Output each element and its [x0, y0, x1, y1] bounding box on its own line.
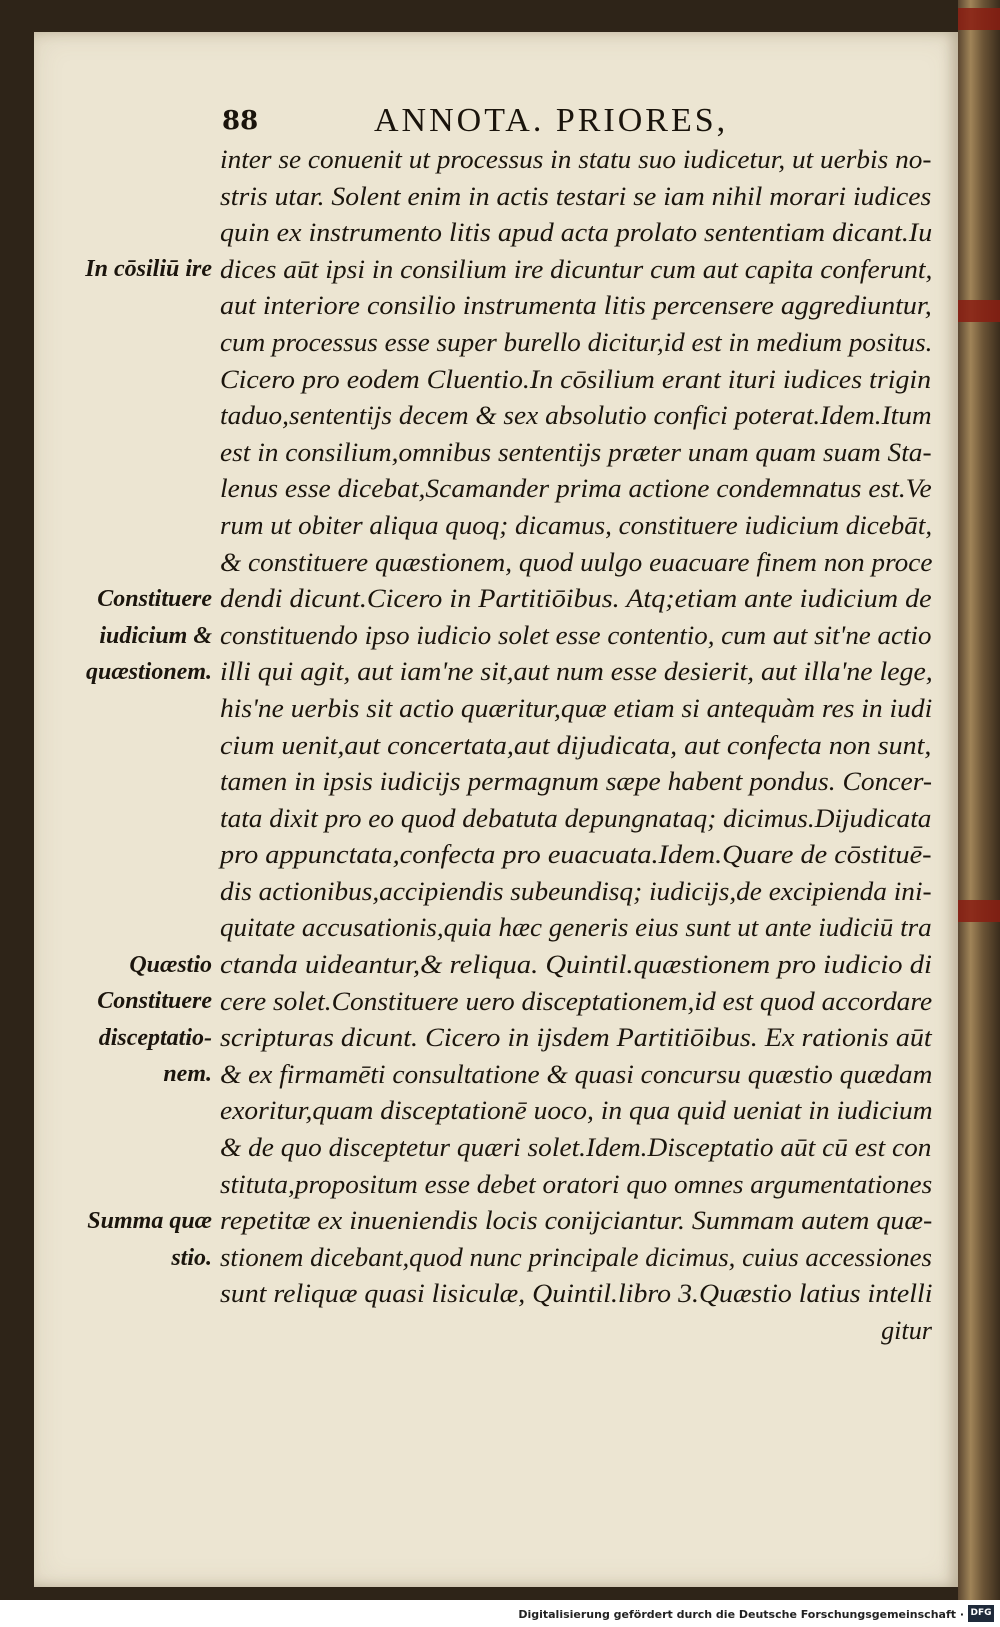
text-line: quin ex instrumento litis apud acta prolato sententiam dicant.Iu [220, 218, 933, 248]
text-line: illi qui agit, aut iam'ne sit,aut num esse desierit, aut illa'ne lege, [220, 657, 933, 687]
page-number: 88 [222, 106, 259, 136]
body-text [220, 142, 932, 1350]
funding-credit: Digitalisierung gefördert durch die Deutsche Forschungsgemeinschaft · [518, 1608, 964, 1621]
text-line: & de quo disceptetur quæri solet.Idem.Disceptatio aūt cū est con [220, 1133, 932, 1163]
margin-note-summa-quaestio [62, 1203, 212, 1276]
text-line: stionem dicebant,quod nunc principale dicimus, cuius accessiones [220, 1242, 933, 1272]
text-line: Cicero pro eodem Cluentio.In cōsilium erant ituri iudices trigin [220, 364, 932, 394]
text-line: constituendo ipso iudicio solet esse contentio, cum aut sit'ne actio [220, 620, 932, 650]
text-line: est in consilium,omnibus sententijs præter unam quam suam Sta- [220, 437, 932, 467]
margin-note-in-consilium-ire [62, 251, 212, 288]
margin-line: stio. [171, 1244, 212, 1271]
text-line: exoritur,quam disceptationē uoco, in qua quid ueniat in iudicium [220, 1096, 933, 1126]
margin-note-constituere-disceptationem [62, 983, 212, 1093]
text-line: taduo,sententijs decem & sex absolutio confici poterat.Idem.Itum [220, 401, 932, 431]
margin-line: Summa quæ [87, 1208, 212, 1234]
text-line: sunt reliquæ quasi lisiculæ, Quintil.libro 3.Quæstio latius intelli [220, 1279, 933, 1309]
text-line: dendi dicunt.Cicero in Partitiōibus. Atq;etiam ante iudicium de [220, 584, 932, 614]
text-line: cium uenit,aut concertata,aut dijudicata, aut confecta non sunt, [220, 730, 932, 760]
text-line: repetitæ ex inueniendis locis conijciantur. Summam autem quæ- [220, 1206, 933, 1236]
text-line: aut interiore consilio instrumenta litis percensere aggrediuntur, [220, 291, 932, 321]
text-line: stris utar. Solent enim in actis testari se iam nihil morari iudices [220, 181, 932, 211]
dfg-logo: DFG [968, 1605, 994, 1622]
book-page [34, 32, 958, 1587]
edge-band [958, 8, 1000, 30]
text-line: tamen in ipsis iudicijs permagnum sæpe habent pondus. Concer- [220, 767, 933, 797]
running-head [34, 102, 958, 142]
text-line: pro appunctata,confecta pro euacuata.Idem.Quare de cōstituē- [220, 840, 932, 870]
text-line: cum processus esse super burello dicitur,id est in medium positus. [220, 327, 933, 357]
margin-line: In cōsiliū ire [85, 256, 212, 282]
digitization-footer [0, 1600, 1000, 1627]
text-line: tata dixit pro eo quod debatuta depungnataq; dicimus.Dijudicata [220, 803, 932, 833]
catchword: gitur [881, 1316, 932, 1345]
text-line: inter se conuenit ut processus in statu suo iudicetur, ut uerbis no- [220, 145, 932, 174]
margin-line: Constituere [97, 988, 212, 1014]
text-line: ctanda uideantur,& reliqua. Quintil.quæstionem pro iudicio di [220, 950, 932, 980]
margin-line: Quæstio [129, 952, 212, 978]
text-line: & ex firmamēti consultatione & quasi concursu quæstio quædam [220, 1059, 933, 1089]
margin-line: iudicium & [99, 622, 212, 649]
margin-note-constituere-iudicium [62, 581, 212, 691]
text-line: stituta,propositum esse debet oratori quo omnes argumentationes [220, 1169, 933, 1199]
margin-line: quæstionem. [85, 659, 212, 686]
text-line: & constituere quæstionem, quod uulgo euacuare finem non proce [220, 547, 933, 577]
text-line: rum ut obiter aliqua quoq; dicamus, constituere iudicium dicebāt, [220, 510, 933, 540]
running-title: ANNOTA. PRIORES, [374, 102, 729, 139]
margin-line: Constituere [97, 586, 212, 612]
margin-note-quaestio [62, 947, 212, 984]
text-line: dices aūt ipsi in consilium ire dicuntur cum aut capita conferunt, [220, 254, 933, 284]
text-line: cere solet.Constituere uero disceptationem,id est quod accordare [220, 986, 933, 1016]
edge-band [958, 900, 1000, 922]
text-line: lenus esse dicebat,Scamander prima actione condemnatus est.Ve [220, 474, 932, 504]
margin-line: disceptatio- [98, 1024, 212, 1051]
text-line: his'ne uerbis sit actio quæritur,quæ etiam si antequàm res in iudi [220, 693, 933, 723]
margin-line: nem. [163, 1061, 212, 1088]
text-line: quitate accusationis,quia hæc generis eius sunt ut ante iudiciū tra [220, 913, 932, 943]
text-line: scripturas dicunt. Cicero in ijsdem Partitiōibus. Ex rationis aūt [220, 1023, 932, 1053]
text-line: dis actionibus,accipiendis subeundisq; iudicijs,de excipienda ini- [220, 876, 932, 906]
